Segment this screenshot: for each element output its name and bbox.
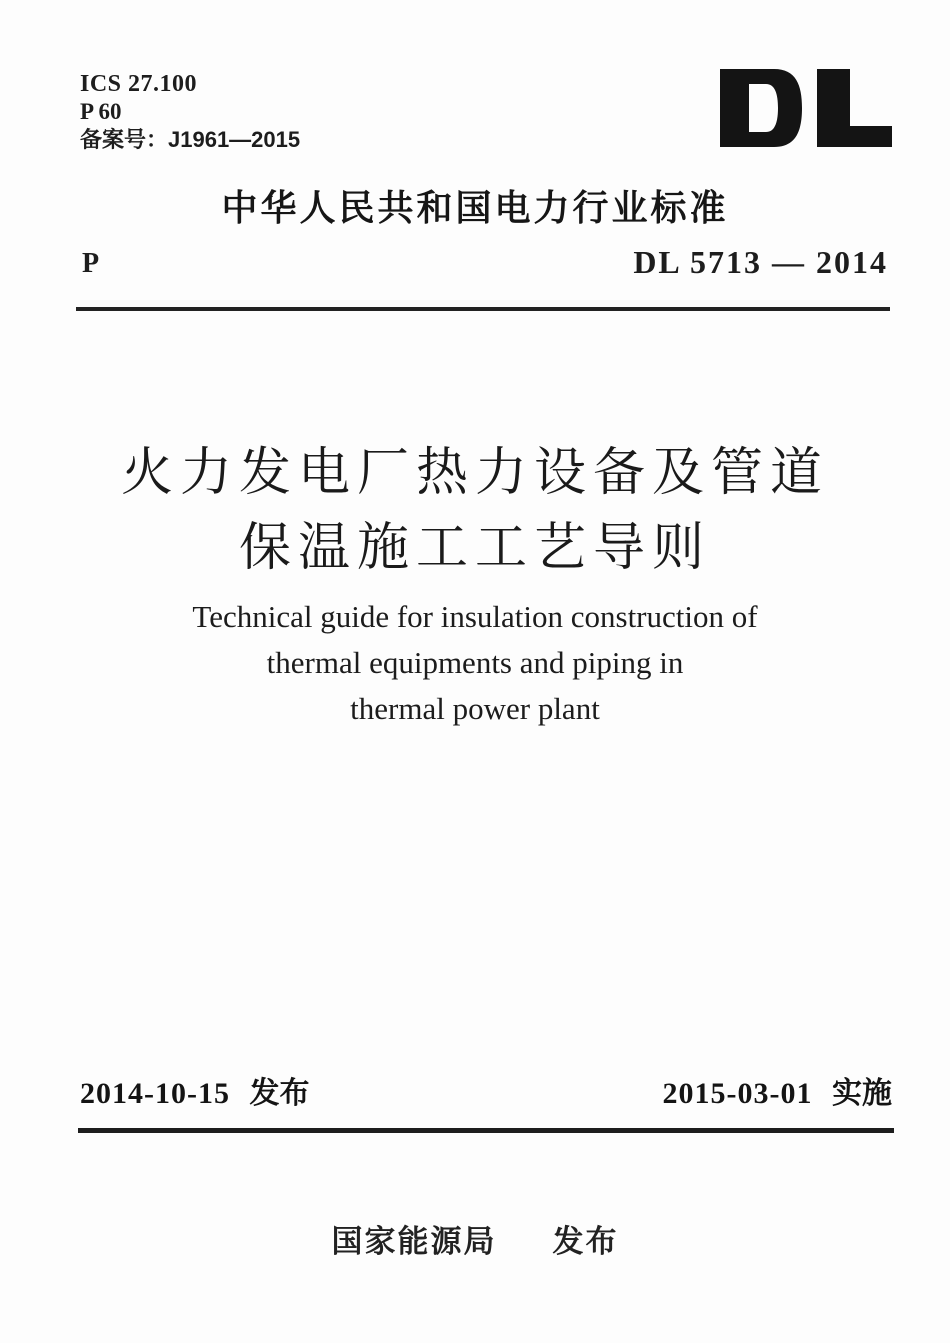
standard-category-title: 中华人民共和国电力行业标准 [221,187,729,228]
title-chinese-line1: 火力发电厂热力设备及管道 [120,445,829,502]
title-english [0,594,950,732]
p-classification: P 60 [80,99,122,125]
issue-date: 2014-10-15 [80,1077,230,1110]
category-letter: P [82,248,100,279]
title-english-line1: Technical guide for insulation construction of [192,599,758,634]
implement-date: 2015-03-01 [662,1077,813,1110]
title-chinese-line2: 保温施工工艺导则 [238,520,711,578]
publisher-name: 国家能源局 [331,1224,497,1259]
classification-block [80,70,300,153]
issue-label: 发布 [249,1077,310,1110]
implement-label: 实施 [832,1077,892,1110]
title-english-line2: thermal equipments and piping in [266,644,684,680]
date-row [80,1068,892,1112]
implement-date-block [663,1068,892,1112]
ics-code: ICS 27.100 [80,71,198,97]
publisher-row [0,1216,950,1261]
title-chinese [0,436,950,587]
title-english-line3: thermal power plant [350,690,600,726]
issue-date-block [80,1068,309,1112]
record-number: 备案号：J1961—2015 [80,127,301,153]
dl-logo-icon [720,68,892,148]
dl-logo [720,68,892,148]
footer-divider-line [78,1128,894,1133]
publisher-label: 发布 [552,1224,619,1259]
header-divider-line [76,307,890,311]
standard-number: DL 5713 — 2014 [633,244,888,280]
